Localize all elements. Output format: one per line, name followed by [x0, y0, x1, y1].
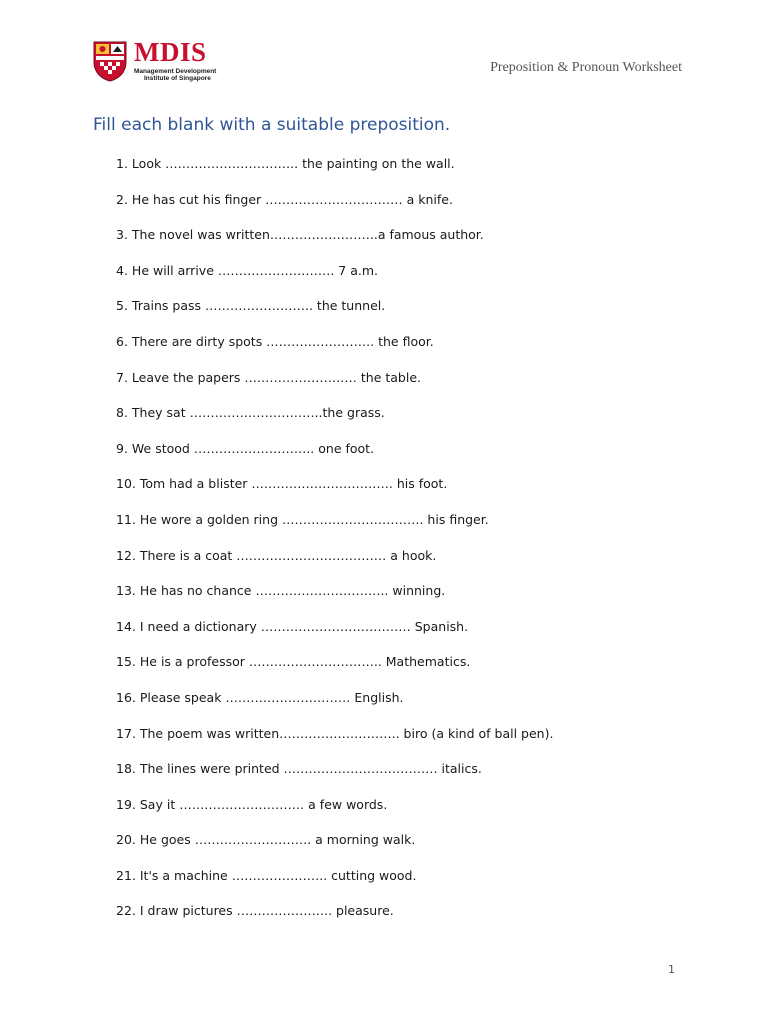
question-item: [116, 757, 553, 793]
question-item: [116, 188, 553, 224]
question-text: We stood ……………………….. one foot.: [131, 440, 375, 456]
question-item: [116, 437, 553, 473]
question-item: [116, 472, 553, 508]
question-text: Leave the papers ……………………… the table.: [131, 369, 422, 385]
page-header: [0, 0, 768, 100]
question-number: 7.: [116, 369, 128, 385]
question-text: They sat …………………………..the grass.: [131, 405, 385, 421]
question-item: [116, 615, 553, 651]
question-number: 15.: [116, 654, 136, 670]
question-number: 22.: [116, 903, 136, 919]
mdis-crest-icon: [92, 40, 128, 82]
question-number: 11.: [116, 511, 136, 527]
question-number: 21.: [116, 867, 136, 883]
question-text: He has no chance ………………………….. winning.: [139, 583, 446, 599]
question-number: 5.: [116, 298, 128, 314]
question-item: [116, 864, 553, 900]
question-item: [116, 544, 553, 580]
question-item: [116, 650, 553, 686]
question-item: [116, 366, 553, 402]
question-item: [116, 686, 553, 722]
question-text: Say it ………………………… a few words.: [139, 796, 388, 812]
question-item: [116, 508, 553, 544]
question-number: 17.: [116, 725, 136, 741]
mdis-logo: [92, 37, 217, 82]
question-item: [116, 793, 553, 829]
worksheet-heading: Fill each blank with a suitable preposition.: [93, 115, 451, 135]
question-text: The poem was written……………………….. biro (a kind of ball pen).: [139, 725, 554, 741]
logo-wordmark: MDIS: [134, 37, 207, 67]
logo-subtitle-line2: Institute of Singapore: [144, 75, 211, 82]
logo-subtitle-line1: Management Development: [134, 68, 217, 75]
question-text: Trains pass …………………….. the tunnel.: [131, 298, 386, 314]
question-text: He will arrive ………………………. 7 a.m.: [131, 262, 379, 278]
question-text: He is a professor ………………………….. Mathematics.: [139, 654, 471, 670]
question-number: 6.: [116, 333, 128, 349]
question-text: Look ………………………….. the painting on the wall.: [131, 156, 455, 171]
question-item: [116, 579, 553, 615]
question-text: He goes ………………………. a morning walk.: [139, 832, 416, 848]
question-number: 14.: [116, 618, 136, 634]
question-text: Please speak ………………………… English.: [139, 689, 404, 705]
question-list: [116, 152, 553, 935]
question-item: [116, 259, 553, 295]
question-text: I draw pictures ………………….. pleasure.: [139, 903, 394, 919]
question-number: 10.: [116, 476, 136, 492]
page-number: 1: [668, 963, 675, 976]
question-number: 3.: [116, 227, 128, 243]
question-text: He wore a golden ring ……………………………. his finger.: [139, 511, 489, 527]
question-text: It's a machine ………………….. cutting wood.: [139, 867, 417, 883]
question-number: 8.: [116, 405, 128, 421]
question-item: [116, 722, 553, 758]
question-number: 9.: [116, 440, 128, 456]
question-item: [116, 828, 553, 864]
document-title: Preposition & Pronoun Worksheet: [490, 60, 682, 75]
question-text: The lines were printed ………………………………. italics.: [139, 761, 482, 777]
question-text: I need a dictionary ……………………………… Spanish.: [139, 618, 469, 634]
question-number: 1.: [116, 156, 128, 171]
question-item: [116, 223, 553, 259]
question-text: The novel was written……………………..a famous author.: [131, 227, 484, 243]
question-number: 2.: [116, 191, 128, 207]
question-number: 19.: [116, 796, 136, 812]
question-number: 18.: [116, 761, 136, 777]
question-number: 16.: [116, 689, 136, 705]
question-number: 20.: [116, 832, 136, 848]
question-text: There are dirty spots …………………….. the floor.: [131, 333, 434, 349]
question-item: [116, 899, 553, 935]
question-item: [116, 294, 553, 330]
question-item: [116, 401, 553, 437]
question-text: Tom had a blister ……………………………. his foot.: [139, 476, 448, 492]
question-text: He has cut his finger …………………………… a knife.: [131, 191, 453, 207]
question-item: [116, 152, 553, 188]
question-number: 13.: [116, 583, 136, 599]
question-text: There is a coat ……………………………… a hook.: [139, 547, 437, 563]
question-item: [116, 330, 553, 366]
question-number: 12.: [116, 547, 136, 563]
question-number: 4.: [116, 262, 128, 278]
